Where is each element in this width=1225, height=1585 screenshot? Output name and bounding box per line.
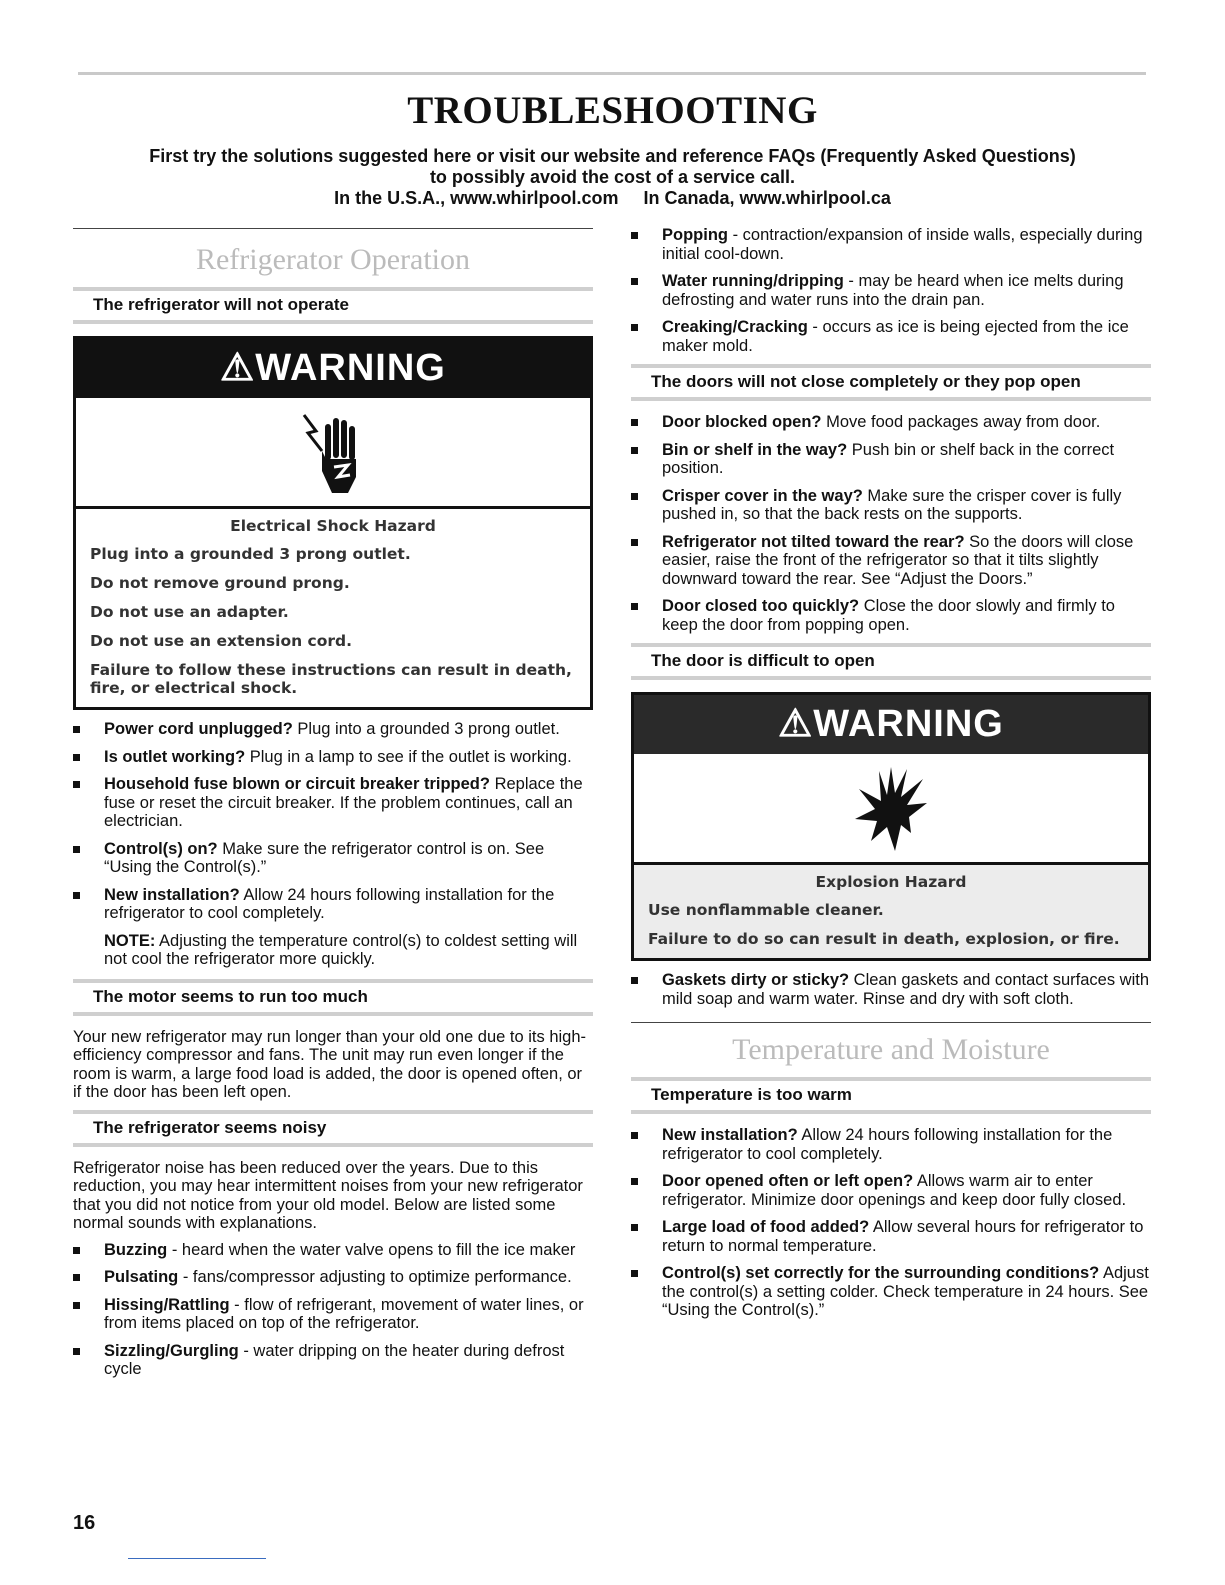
section-header (73, 228, 593, 277)
not-operate-list (73, 720, 593, 923)
warning-text (76, 509, 590, 707)
warning-line: Do not remove ground prong. (90, 574, 350, 592)
noisy-list (73, 1241, 593, 1379)
list-item: New installation? Allow 24 hours following installation for the refrigerator to cool completely. (73, 886, 593, 923)
list-item: Sizzling/Gurgling - water dripping on the heater during defrost cycle (73, 1342, 593, 1379)
list-item: Door blocked open? Move food packages away from door. (631, 413, 1151, 432)
motor-paragraph: Your new refrigerator may run longer than your old one due to its high-efficiency compressor and fans. The unit may run even longer if the room is warm, a large food load is added, the door is opened often, or if the door has been left open. (73, 1027, 587, 1101)
list-item: Buzzing - heard when the water valve opens to fill the ice maker (73, 1241, 593, 1260)
list-item: Is outlet working? Plug in a lamp to see if the outlet is working. (73, 748, 593, 767)
doors-list (631, 413, 1151, 634)
subhead-warm: Temperature is too warm (631, 1077, 1151, 1114)
list-item: Pulsating - fans/compressor adjusting to optimize performance. (73, 1268, 593, 1287)
section-divider (631, 1022, 1151, 1023)
warm-list (631, 1126, 1151, 1320)
warning-box-electrical (73, 336, 593, 710)
explosion-icon (634, 754, 1148, 865)
list-item: Popping - contraction/expansion of inside walls, especially during initial cool-down. (631, 226, 1151, 263)
intro-line-3: In the U.S.A., www.whirlpool.com In Canada, www.whirlpool.ca (334, 188, 891, 208)
list-item: Bin or shelf in the way? Push bin or shelf back in the correct position. (631, 441, 1151, 478)
list-item: Power cord unplugged? Plug into a grounded 3 prong outlet. (73, 720, 593, 739)
subhead-not-operate: The refrigerator will not operate (73, 287, 593, 324)
page-number: 16 (73, 1512, 96, 1534)
subhead-motor: The motor seems to run too much (73, 979, 593, 1016)
list-item: Door closed too quickly? Close the door slowly and firmly to keep the door from popping open. (631, 597, 1151, 634)
list-item: Refrigerator not tilted toward the rear? So the doors will close easier, raise the front of the refrigerator so that it tilts slightly downward toward the rear. See “Adjust the Doors.” (631, 533, 1151, 589)
subhead-difficult: The door is difficult to open (631, 643, 1151, 680)
difficult-list (631, 971, 1151, 1008)
page-title: TROUBLESHOOTING (407, 89, 818, 132)
list-item: Water running/dripping - may be heard when ice melts during defrosting and water runs into the drain pan. (631, 272, 1151, 309)
right-column (631, 226, 1151, 1329)
warning-line: Do not use an extension cord. (90, 632, 353, 650)
hazard-label: Electrical Shock Hazard (230, 517, 436, 535)
list-item: Control(s) set correctly for the surrounding conditions? Adjust the control(s) a setting colder. Check temperature in 24 hours. See “Using the Control(s).” (631, 1264, 1151, 1320)
list-item: Creaking/Cracking - occurs as ice is being ejected from the ice maker mold. (631, 318, 1151, 355)
warning-line: Plug into a grounded 3 prong outlet. (90, 545, 411, 563)
list-item: Control(s) on? Make sure the refrigerator control is on. See “Using the Control(s).” (73, 840, 593, 877)
electrical-shock-icon (76, 398, 590, 509)
warning-text (634, 865, 1148, 958)
note: NOTE: Adjusting the temperature control(s) to coldest setting will not cool the refrigerator more quickly. (104, 931, 578, 968)
intro-line-1: First try the solutions suggested here or visit our website and reference FAQs (Frequently Asked Questions) (149, 146, 1076, 166)
intro-line-2: to possibly avoid the cost of a service call. (429, 167, 796, 187)
list-item: Hissing/Rattling - flow of refrigerant, movement of water lines, or from items placed on top of the refrigerator. (73, 1296, 593, 1333)
top-rule (78, 72, 1146, 75)
list-item: Door opened often or left open? Allows warm air to enter refrigerator. Minimize door openings and keep door fully closed. (631, 1172, 1151, 1209)
hazard-label: Explosion Hazard (815, 873, 967, 891)
left-column (73, 228, 593, 1388)
list-item: Crisper cover in the way? Make sure the crisper cover is fully pushed in, so that the back rests on the supports. (631, 487, 1151, 524)
list-item: Household fuse blown or circuit breaker tripped? Replace the fuse or reset the circuit breaker. If the problem continues, call an electrician. (73, 775, 593, 831)
warning-line: Failure to follow these instructions can result in death, fire, or electrical shock. (90, 661, 572, 697)
warning-line: Use nonflammable cleaner. (648, 901, 884, 919)
section-title-operation: Refrigerator Operation (195, 243, 471, 276)
list-item: Large load of food added? Allow several hours for refrigerator to return to normal temperature. (631, 1218, 1151, 1255)
warning-banner: ⚠WARNING (76, 339, 590, 398)
intro (0, 146, 1225, 209)
noisy-list-continued (631, 226, 1151, 355)
warning-line: Do not use an adapter. (90, 603, 289, 621)
section-title-temperature: Temperature and Moisture (732, 1033, 1050, 1066)
list-item: Gaskets dirty or sticky? Clean gaskets and contact surfaces with mild soap and warm water. Rinse and dry with soft cloth. (631, 971, 1151, 1008)
list-item: New installation? Allow 24 hours following installation for the refrigerator to cool completely. (631, 1126, 1151, 1163)
subhead-doors: The doors will not close completely or they pop open (631, 364, 1151, 401)
noisy-paragraph: Refrigerator noise has been reduced over the years. Due to this reduction, you may hear intermittent noises from your new refrigerator that you did not notice from your old model. Below are listed some normal sounds with explanations. (73, 1158, 583, 1232)
warning-box-explosion (631, 692, 1151, 961)
footer-rule (128, 1558, 266, 1559)
subhead-noisy: The refrigerator seems noisy (73, 1110, 593, 1147)
warning-line: Failure to do so can result in death, explosion, or fire. (648, 930, 1120, 948)
warning-banner: ⚠WARNING (634, 695, 1148, 754)
